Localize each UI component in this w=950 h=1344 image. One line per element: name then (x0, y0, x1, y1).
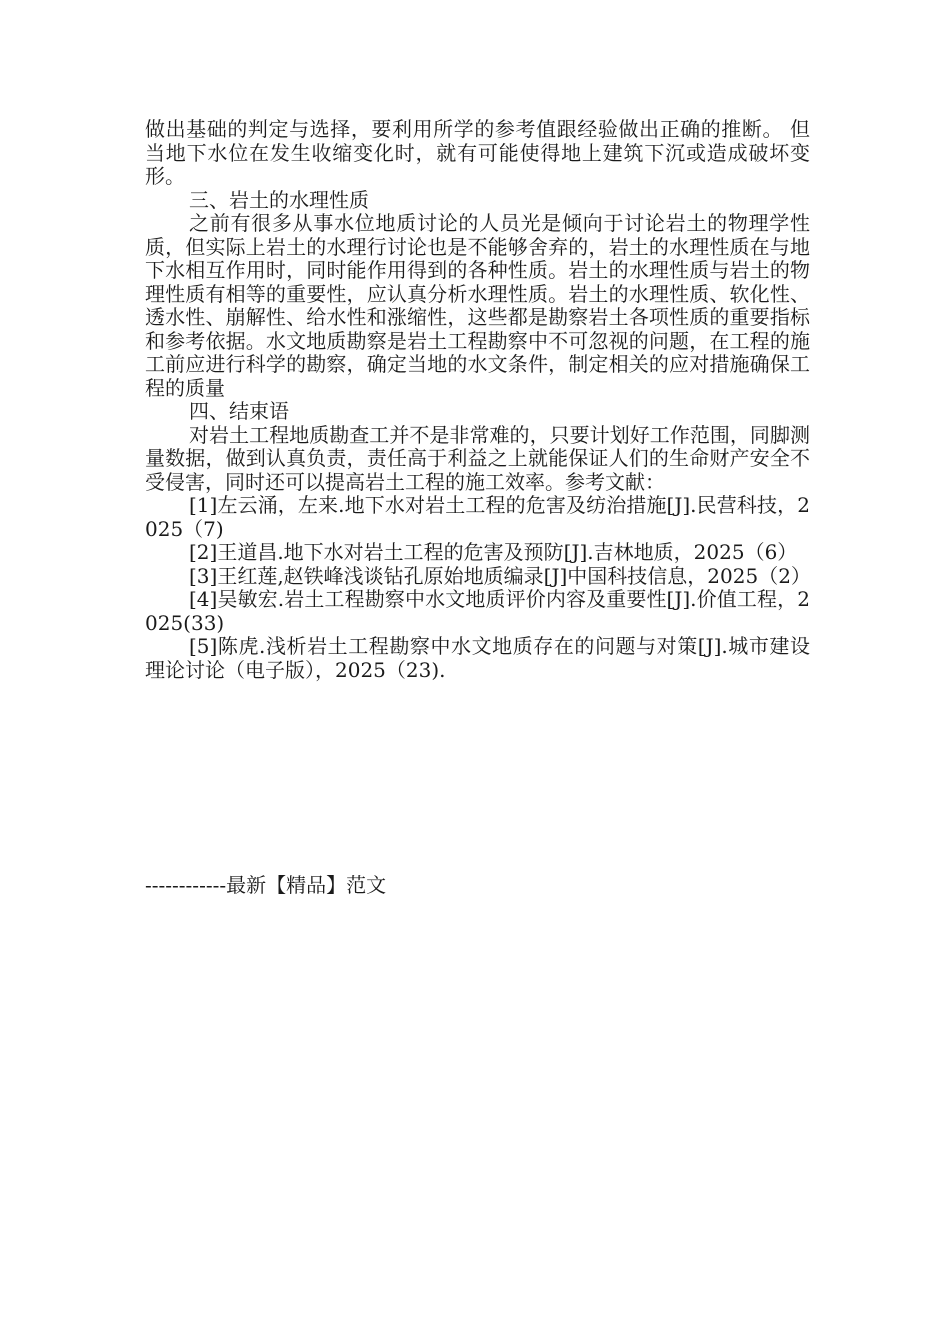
section-3-body: 之前有很多从事水位地质讨论的人员光是倾向于讨论岩土的物理学性质，但实际上岩土的水理行讨论也是不能够舍弃的，岩土的水理性质在与地下水相互作用时，同时能作用得到的各种性质。岩土的水理性质与岩土的物理性质有相等的重要性，应认真分析水理性质。岩土的水理性质、软化性、透水性、崩解性、给水性和涨缩性，这些都是勘察岩土各项性质的重要指标和参考依据。水文地质勘察是岩土工程勘察中不可忽视的问题，在工程的施工前应进行科学的勘察，确定当地的水文条件，制定相关的应对措施确保工程的质量 (145, 211, 810, 400)
reference-3: [3]王红莲,赵铁峰浅谈钻孔原始地质编录[J]中国科技信息，2025（2） (189, 563, 811, 588)
document-body (145, 118, 810, 682)
reference-5: [5]陈虎.浅析岩土工程勘察中水文地质存在的问题与对策[J].城市建设理论讨论（电子版），2025（23). (145, 634, 810, 682)
intro-paragraph: 做出基础的判定与选择，要利用所学的参考值跟经验做出正确的推断。 但当地下水位在发生收缩变化时，就有可能使得地上建筑下沉或造成破坏变形。 (145, 117, 810, 188)
section-4-heading: 四、结束语 (189, 399, 289, 423)
section-4-body: 对岩土工程地质勘查工并不是非常难的，只要计划好工作范围，同脚测量数据，做到认真负责，责任高于利益之上就能保证人们的生命财产安全不受侵害，同时还可以提高岩土工程的施工效率。参考文献： (145, 422, 810, 494)
footer-label: ------------最新【精品】范文 (145, 873, 387, 897)
reference-1: [1]左云涌，左来.地下水对岩土工程的危害及纺治措施[J].民营科技，2025（7) (145, 493, 810, 541)
reference-4: [4]吴敏宏.岩土工程勘察中水文地质评价内容及重要性[J].价值工程，2025(33) (145, 587, 810, 635)
section-3-heading: 三、岩土的水理性质 (189, 187, 369, 212)
reference-2: [2]王道昌.地下水对岩土工程的危害及预防[J].吉林地质，2025（6） (189, 540, 798, 564)
